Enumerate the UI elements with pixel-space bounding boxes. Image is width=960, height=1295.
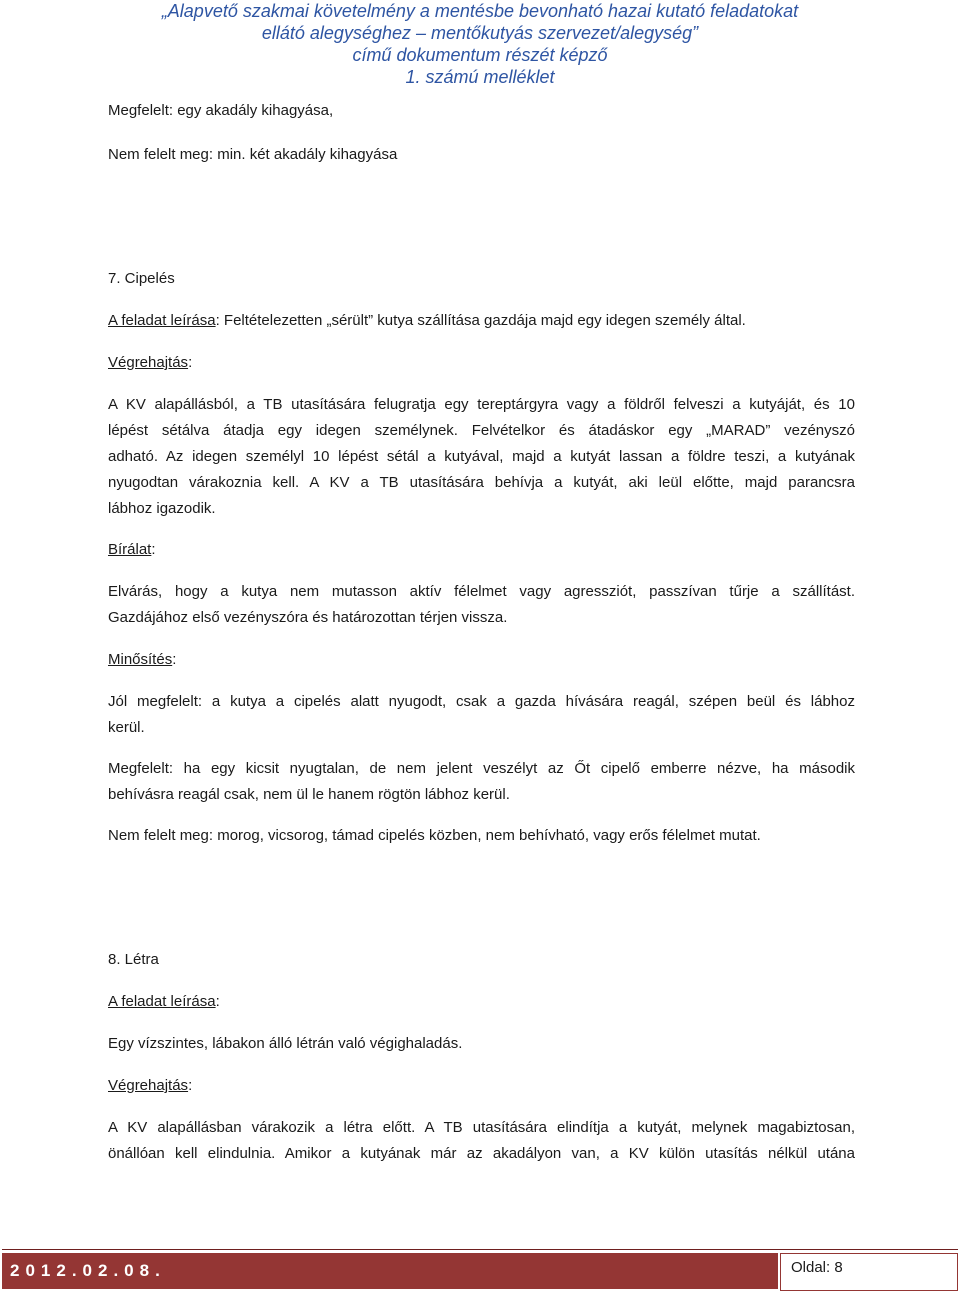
review-line: Gazdájához első vezényszóra és határozottan térjen vissza. bbox=[108, 609, 508, 626]
section-8-task-text: Egy vízszintes, lábakon álló létrán való végighaladás. bbox=[108, 1035, 463, 1052]
rating-good-line: Jól megfelelt: a kutya a cipelés alatt nyugodt, csak a gazda hívására reagál, szépen beül és lábhoz bbox=[108, 693, 855, 710]
footer-date: 2012.02.08. bbox=[10, 1261, 166, 1280]
task-text: : Feltételezetten „sérült” kutya szállítása gazdája majd egy idegen személy által. bbox=[215, 312, 746, 329]
exec-line: lépést sétálva átadja egy idegen személynek. Felvételkor és átadáskor egy „MARAD” vezényszó bbox=[108, 422, 855, 439]
header-line-1: „Alapvető szakmai követelmény a mentésbe bevonható hazai kutató feladatokat bbox=[161, 1, 799, 21]
exec-line: lábhoz igazodik. bbox=[108, 500, 216, 517]
section-8-task-heading: A feladat leírása: bbox=[108, 993, 220, 1010]
task-label: A feladat leírása bbox=[108, 993, 216, 1010]
exec-line: A KV alapállásban várakozik a létra előtt. A TB utasítására elindítja a kutyát, melynek magabiztosan, bbox=[108, 1119, 855, 1136]
header-line-2: ellátó alegységhez – mentőkutyás szervezet/alegység” bbox=[261, 23, 699, 43]
section-8-title: 8. Létra bbox=[108, 951, 159, 968]
section-7-title: 7. Cipelés bbox=[108, 270, 175, 287]
rating-ok-line: behívásra reagál csak, nem ül le hanem rögtön lábhoz kerül. bbox=[108, 786, 510, 803]
header-line-4: 1. számú melléklet bbox=[405, 67, 555, 87]
header-line-3: című dokumentum részét képző bbox=[352, 45, 608, 65]
task-label: A feladat leírása bbox=[108, 312, 216, 329]
exec-line: nyugodtan várakoznia kell. A KV a TB utasítására behívja a kutyát, aki leül előtte, majd parancsra bbox=[108, 474, 855, 491]
exec-line: önállóan kell elindulnia. Amikor a kutyának már az akadályon van, a KV külön utasítás nélkül utána bbox=[108, 1145, 855, 1162]
section-7-rating-heading: Minősítés: bbox=[108, 651, 177, 668]
section-8-exec-heading: Végrehajtás: bbox=[108, 1077, 193, 1094]
prev-failed-text: Nem felelt meg: min. két akadály kihagyása bbox=[108, 146, 398, 163]
footer-rule bbox=[2, 1249, 958, 1250]
review-label: Bírálat bbox=[108, 541, 152, 558]
rating-fail-line: Nem felelt meg: morog, vicsorog, támad cipelés közben, nem behívható, vagy erős félelmet mutat. bbox=[108, 827, 761, 844]
exec-label: Végrehajtás bbox=[108, 354, 189, 371]
rating-ok-line: Megfelelt: ha egy kicsit nyugtalan, de nem jelent veszélyt az Őt cipelő emberre nézve, ha második bbox=[108, 760, 855, 777]
exec-line: A KV alapállásból, a TB utasítására felugratja egy tereptárgyra vagy a földről felveszi a kutyáját, és 10 bbox=[108, 396, 855, 413]
page-footer bbox=[0, 1249, 960, 1295]
rating-label: Minősítés bbox=[108, 651, 173, 668]
section-7-exec-heading: Végrehajtás: bbox=[108, 354, 193, 371]
review-line: Elvárás, hogy a kutya nem mutasson aktív félelmet vagy agressziót, passzívan tűrje a szállítást. bbox=[108, 583, 855, 600]
prev-passed-text: Megfelelt: egy akadály kihagyása, bbox=[108, 102, 334, 119]
section-7-task bbox=[108, 308, 855, 334]
exec-label: Végrehajtás bbox=[108, 1077, 189, 1094]
exec-line: adható. Az idegen személyl 10 lépést sétál a kutyával, majd a kutyát lassan a földre teszi, a kutyának bbox=[108, 448, 855, 465]
page-number: Oldal: 8 bbox=[791, 1259, 843, 1276]
section-7-review-heading: Bírálat: bbox=[108, 541, 156, 558]
rating-good-line: kerül. bbox=[108, 719, 145, 736]
